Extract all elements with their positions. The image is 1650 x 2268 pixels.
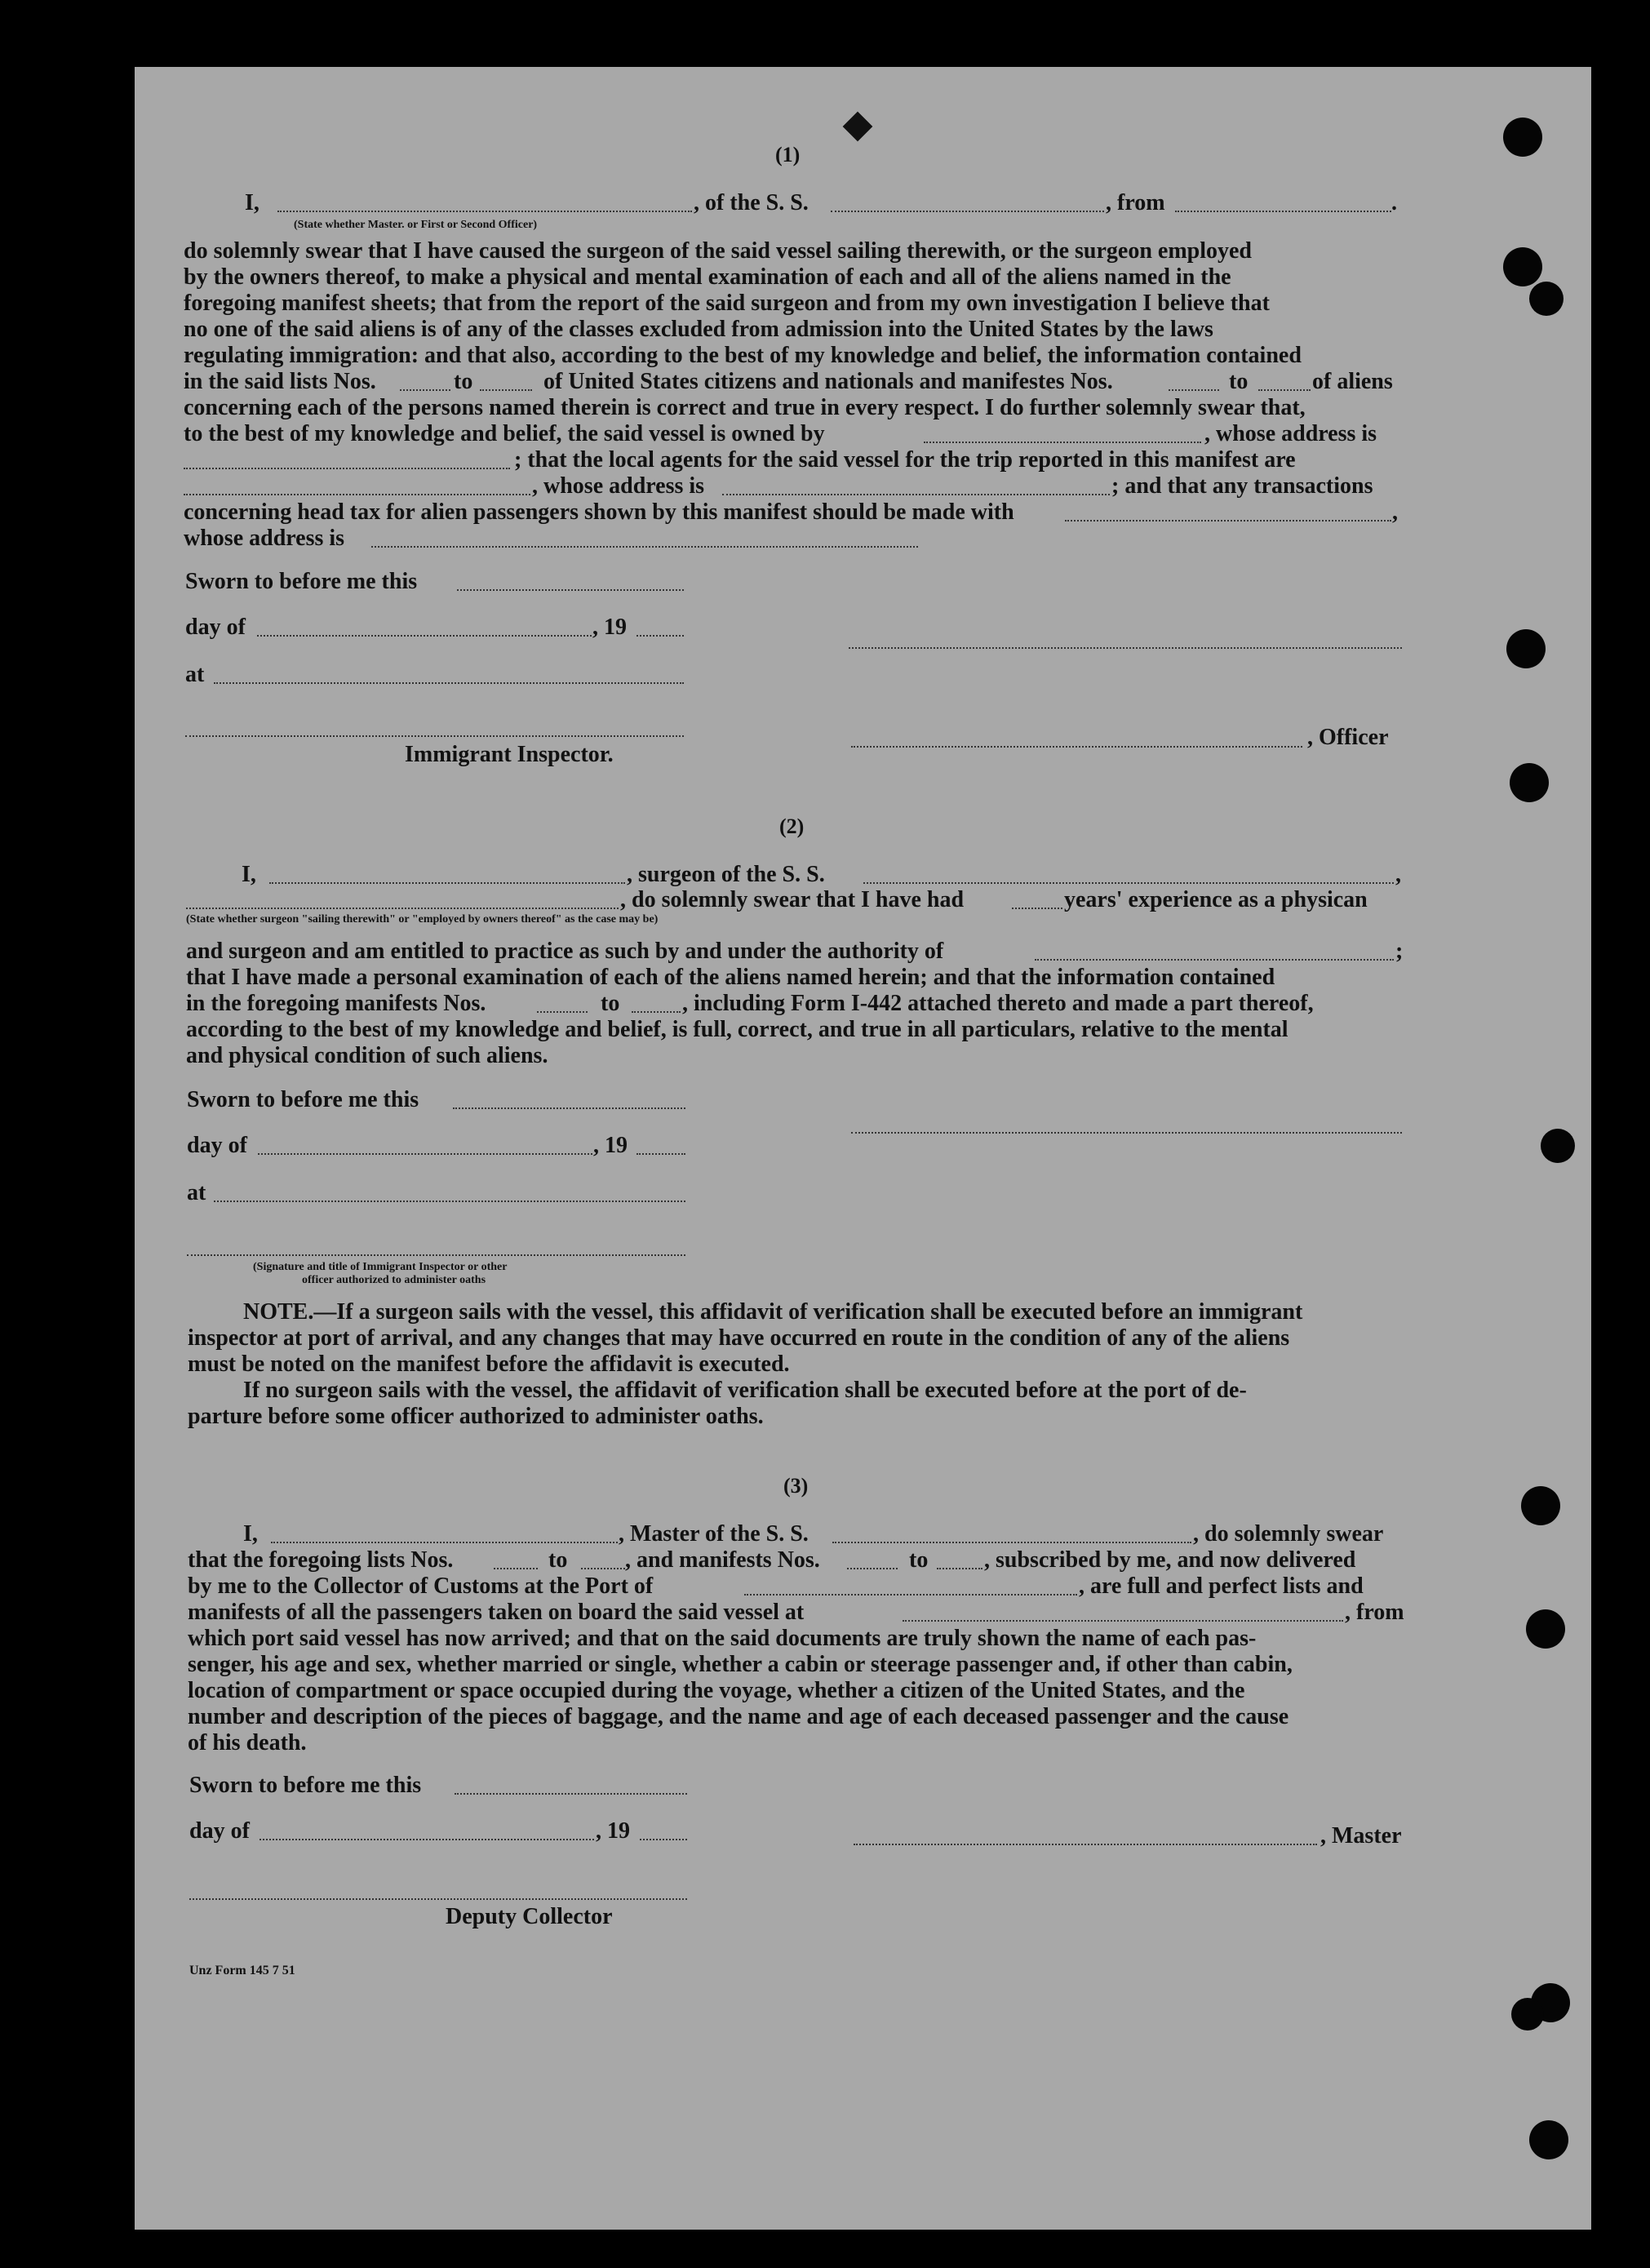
section-3-number: (3) <box>783 1474 809 1498</box>
sec3-sworn-field[interactable] <box>455 1793 687 1795</box>
sec3-lists-to-field[interactable] <box>581 1568 625 1569</box>
owner-address-field[interactable] <box>184 468 510 469</box>
departure-port-field[interactable] <box>903 1620 1343 1622</box>
sec3-para-line: of his death. <box>188 1730 307 1755</box>
sec3-i: I, <box>243 1521 258 1547</box>
sec3-perfect-label: , are full and perfect lists and <box>1079 1573 1364 1599</box>
sec1-para-line: concerning each of the persons named therein is correct and true in every respect. I do further solemnly swear that, <box>184 395 1306 420</box>
sec2-to: to <box>601 991 620 1016</box>
sec2-surgeon-note: (State whether surgeon "sailing therewith" or "employed by owners thereof" as the case may be) <box>186 913 659 925</box>
note-para-line: NOTE.—If a surgeon sails with the vessel, this affidavit of verification shall be executed before an immigrant <box>243 1299 1303 1325</box>
sec2-inspector-signature-line[interactable] <box>187 1254 685 1256</box>
sec1-sworn-field[interactable] <box>457 589 684 591</box>
sec1-citizens-label: of United States citizens and nationals and manifestes Nos. <box>543 369 1113 394</box>
deputy-signature-line[interactable] <box>189 1898 687 1900</box>
sec3-boarded-label: manifests of all the passengers taken on board the said vessel at <box>188 1600 805 1625</box>
agents-address-field[interactable] <box>722 494 1110 495</box>
sec1-officer-signature-line[interactable] <box>849 647 1402 649</box>
sec1-sworn-label: Sworn to before me this <box>185 569 418 594</box>
sec1-year-field[interactable] <box>636 635 684 637</box>
agents-field[interactable] <box>184 494 530 495</box>
sec1-period: . <box>1391 190 1397 215</box>
years-experience-field[interactable] <box>1012 908 1062 909</box>
lists-to-field[interactable] <box>480 389 532 391</box>
punch-hole <box>1526 1609 1565 1649</box>
sec1-from: , from <box>1106 190 1165 215</box>
note-para-line: If no surgeon sails with the vessel, the affidavit of verification shall be executed before at the port of de- <box>243 1378 1247 1403</box>
section-2-number: (2) <box>779 814 805 838</box>
sec2-at-label: at <box>187 1180 206 1205</box>
sec3-subscribed-label: , subscribed by me, and now delivered <box>984 1547 1356 1573</box>
sec1-owner-address-label: , whose address is <box>1204 421 1377 446</box>
sec1-agents-label: ; that the local agents for the said vessel for the trip reported in this manifest are <box>514 447 1296 473</box>
sec1-para-line: by the owners thereof, to make a physical and mental examination of each and all of the aliens named in the <box>184 264 1231 290</box>
punch-hole <box>1529 2120 1568 2159</box>
note-para-line: must be noted on the manifest before the affidavit is executed. <box>188 1351 790 1377</box>
sec3-manifests-label: , and manifests Nos. <box>625 1547 820 1573</box>
sec3-to: to <box>548 1547 568 1573</box>
sec2-surgeon-signature-line[interactable] <box>851 1132 1402 1134</box>
sec1-officer-name-field[interactable] <box>851 746 1302 748</box>
surgeon-name-field[interactable] <box>269 882 625 884</box>
punch-hole <box>1511 1998 1544 2031</box>
sec1-lists-label: in the said lists Nos. <box>184 369 376 394</box>
manifests-from-field[interactable] <box>1169 389 1219 391</box>
sec1-i: I, <box>245 190 259 215</box>
punch-hole <box>1521 1486 1560 1525</box>
sec2-swear-label: , do solemnly swear that I have had <box>620 887 965 912</box>
sec3-vessel-field[interactable] <box>832 1542 1191 1543</box>
headtax-party-field[interactable] <box>1065 520 1391 522</box>
sec1-to: to <box>1229 369 1249 394</box>
sec1-dayof-label: day of <box>185 615 246 640</box>
sec2-comma: , <box>1395 862 1401 887</box>
lists-from-field[interactable] <box>400 389 450 391</box>
sec2-signature-note-1: (Signature and title of Immigrant Inspector or other <box>253 1261 508 1273</box>
punch-hole <box>1503 247 1542 286</box>
sec1-at-field[interactable] <box>214 682 684 684</box>
sec1-inspector-label: Immigrant Inspector. <box>405 742 614 767</box>
sec1-at-label: at <box>185 662 205 687</box>
sec1-para-line: regulating immigration: and that also, according to the best of my knowledge and belief, the information contained <box>184 343 1302 368</box>
manifests-to-field[interactable] <box>1258 389 1311 391</box>
sec2-vessel-field[interactable] <box>863 882 1394 884</box>
sec2-year-label: , 19 <box>593 1133 628 1158</box>
sec2-surgeon-of-ss: , surgeon of the S. S. <box>627 862 825 887</box>
sec3-from-label: , from <box>1345 1600 1404 1625</box>
sec2-at-field[interactable] <box>214 1201 685 1202</box>
sec3-sworn-label: Sworn to before me this <box>189 1773 422 1798</box>
headtax-address-field[interactable] <box>371 546 918 548</box>
sec1-day-field[interactable] <box>257 635 592 637</box>
sec2-manifests-label: in the foregoing manifests Nos. <box>186 991 486 1016</box>
sec2-signature-note-2: officer authorized to administer oaths <box>302 1274 486 1286</box>
sec1-para-line: foregoing manifest sheets; that from the report of the said surgeon and from my own investigation I believe that <box>184 291 1270 316</box>
punch-hole <box>1503 118 1542 157</box>
sec3-year-label: , 19 <box>596 1818 630 1844</box>
sec2-years-label: years' experience as a physican <box>1064 887 1368 912</box>
sec2-authority-label: and surgeon and am entitled to practice as such by and under the authority of <box>186 939 944 964</box>
sec3-master-of-ss: , Master of the S. S. <box>619 1521 809 1547</box>
sec2-para-line: and physical condition of such aliens. <box>186 1043 548 1068</box>
vessel-name-field[interactable] <box>831 211 1104 212</box>
sec3-para-line: which port said vessel has now arrived; and that on the said documents are truly shown the name of each pas- <box>188 1626 1257 1651</box>
note-para-line: parture before some officer authorized to administer oaths. <box>188 1404 764 1429</box>
punch-hole <box>1529 282 1564 316</box>
sec1-to: to <box>454 369 473 394</box>
sec3-port-label: by me to the Collector of Customs at the Port of <box>188 1573 654 1599</box>
sec2-sworn-label: Sworn to before me this <box>187 1087 419 1112</box>
sec1-officer-label: , Officer <box>1307 725 1389 750</box>
sec3-lists-from-field[interactable] <box>494 1568 538 1569</box>
sec2-para-line: according to the best of my knowledge and belief, is full, correct, and true in all particulars, relative to the mental <box>186 1017 1289 1042</box>
sec2-i: I, <box>242 862 256 887</box>
master-name-field[interactable] <box>277 211 692 212</box>
sec1-transactions-label: ; and that any transactions <box>1111 473 1373 499</box>
sec3-lists-label: that the foregoing lists Nos. <box>188 1547 454 1573</box>
punch-hole <box>1541 1129 1575 1163</box>
sec2-sworn-field[interactable] <box>453 1107 685 1109</box>
sec1-officer-note: (State whether Master. or First or Second Officer) <box>294 219 538 231</box>
sec1-para-line: no one of the said aliens is of any of the classes excluded from admission into the United States by the laws <box>184 317 1213 342</box>
sec1-headtax-label: concerning head tax for alien passengers shown by this manifest should be made with <box>184 499 1014 525</box>
sec3-manifests-to-field[interactable] <box>937 1568 982 1569</box>
surgeon-status-field[interactable] <box>186 908 619 909</box>
sec3-master-label: , Master <box>1320 1823 1402 1849</box>
sec1-owned-label: to the best of my knowledge and belief, the said vessel is owned by <box>184 421 825 446</box>
arrival-port-field[interactable] <box>744 1594 1077 1596</box>
sec2-day-field[interactable] <box>258 1153 592 1155</box>
sec3-year-field[interactable] <box>640 1839 687 1840</box>
sec3-manifests-from-field[interactable] <box>847 1568 898 1569</box>
authority-field[interactable] <box>1035 959 1394 961</box>
sec2-form-label: , including Form I-442 attached thereto and made a part thereof, <box>682 991 1314 1016</box>
sec3-to: to <box>909 1547 929 1573</box>
sec3-master-name-field[interactable] <box>271 1542 618 1543</box>
sec2-year-field[interactable] <box>636 1153 685 1155</box>
sec1-agents-address-label: , whose address is <box>532 473 705 499</box>
sec1-whose-address-label: whose address is <box>184 526 345 551</box>
punch-hole <box>1510 763 1549 802</box>
sec1-of-ss: , of the S. S. <box>694 190 809 215</box>
from-port-field[interactable] <box>1175 211 1391 212</box>
sec1-year-label: , 19 <box>592 615 627 640</box>
sec1-comma: , <box>1392 499 1398 525</box>
sec1-inspector-signature-line[interactable] <box>185 735 684 737</box>
sec3-para-line: senger, his age and sex, whether married or single, whether a cabin or steerage passenger and, if other than cabin, <box>188 1652 1293 1677</box>
sec2-manifests-from-field[interactable] <box>537 1011 588 1013</box>
punch-hole <box>1506 629 1546 668</box>
sec3-swear-label: , do solemnly swear <box>1193 1521 1384 1547</box>
sec3-dayof-label: day of <box>189 1818 250 1844</box>
sec2-semicolon: ; <box>1395 939 1404 964</box>
note-para-line: inspector at port of arrival, and any changes that may have occurred en route in the condition of any of the aliens <box>188 1325 1290 1351</box>
sec2-dayof-label: day of <box>187 1133 247 1158</box>
sec2-manifests-to-field[interactable] <box>632 1011 681 1013</box>
sec3-para-line: location of compartment or space occupied during the voyage, whether a citizen of the United States, and the <box>188 1678 1245 1703</box>
sec3-day-field[interactable] <box>259 1839 594 1840</box>
sec3-para-line: number and description of the pieces of baggage, and the name and age of each deceased passenger and the cause <box>188 1704 1289 1729</box>
master-signature-line[interactable] <box>854 1844 1317 1845</box>
sec1-para-line: do solemnly swear that I have caused the surgeon of the said vessel sailing therewith, or the surgeon employed <box>184 238 1252 264</box>
form-number: Unz Form 145 7 51 <box>189 1964 295 1977</box>
sec3-deputy-label: Deputy Collector <box>446 1904 613 1929</box>
owner-field[interactable] <box>924 442 1201 443</box>
section-1-number: (1) <box>775 143 801 166</box>
sec2-para-line: that I have made a personal examination of each of the aliens named herein; and that the information contained <box>186 965 1275 990</box>
sec1-of-aliens: of aliens <box>1312 369 1393 394</box>
